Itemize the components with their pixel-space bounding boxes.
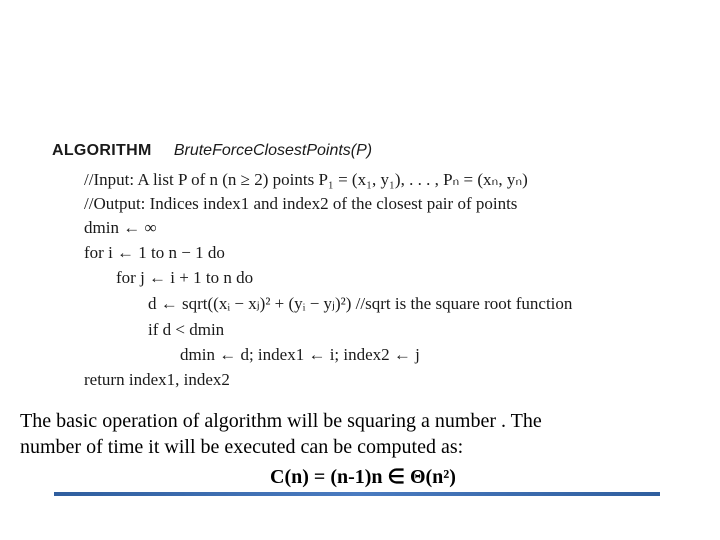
algorithm-line-distance: d ← sqrt((xᵢ − xⱼ)² + (yᵢ − yⱼ)²) //sqrt is the square root function: [148, 294, 573, 313]
algorithm-line-if: if d < dmin: [148, 320, 225, 339]
algorithm-line-inner-loop: for j ← i + 1 to n do: [116, 268, 254, 287]
complexity-formula: C(n) = (n-1)n ∈ Θ(n²): [270, 466, 456, 488]
algorithm-line-init: dmin ← ∞: [84, 218, 157, 237]
caption-line-2: number of time it will be executed can be computed as:: [20, 436, 464, 458]
algorithm-line-output: //Output: Indices index1 and index2 of the closest pair of points: [84, 194, 518, 213]
algorithm-keyword: ALGORITHM: [52, 142, 152, 159]
algorithm-line-input: //Input: A list P of n (n ≥ 2) points P₁ = (x₁, y₁), . . . , Pₙ = (xₙ, yₙ): [84, 170, 528, 189]
algorithm-name: BruteForceClosestPoints(P): [173, 142, 373, 159]
algorithm-line-return: return index1, index2: [84, 370, 230, 389]
algorithm-header: [52, 140, 372, 160]
caption-text: [20, 408, 700, 460]
caption-line-1: The basic operation of algorithm will be squaring a number . The: [20, 410, 542, 432]
algorithm-line-outer-loop: for i ← 1 to n − 1 do: [84, 243, 225, 262]
algorithm-block: [44, 128, 664, 396]
algorithm-line-update: dmin ← d; index1 ← i; index2 ← j: [180, 345, 420, 364]
divider-rule: [54, 492, 660, 496]
